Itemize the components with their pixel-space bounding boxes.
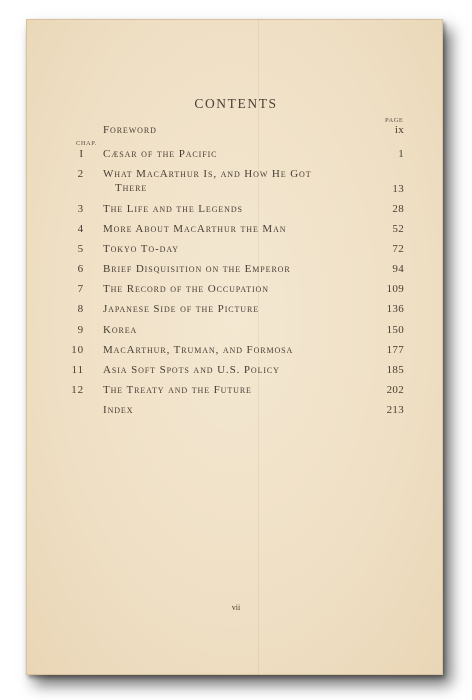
chapter-title-continued: There bbox=[115, 182, 148, 194]
chapter-title: Japanese Side of the Picture bbox=[103, 303, 259, 315]
toc-entry bbox=[0, 168, 472, 195]
page-number: 109 bbox=[386, 283, 404, 295]
page-number: 185 bbox=[386, 364, 404, 376]
chapter-number: 4 bbox=[77, 223, 84, 235]
chapter-number: 5 bbox=[77, 243, 84, 255]
chapter-title: Cæsar of the Pacific bbox=[103, 148, 218, 160]
page-number: 202 bbox=[386, 384, 404, 396]
chapter-title: Brief Disquisition on the Emperor bbox=[103, 263, 291, 275]
chapter-title: More About MacArthur the Man bbox=[103, 223, 287, 235]
toc-entry bbox=[0, 364, 472, 378]
chapter-title: Foreword bbox=[103, 124, 157, 136]
page-number: 72 bbox=[392, 243, 404, 255]
page-number: 28 bbox=[392, 203, 404, 215]
chapter-number: 7 bbox=[77, 283, 84, 295]
chapter-title: Index bbox=[103, 404, 134, 416]
toc-entry bbox=[0, 263, 472, 277]
toc-entry bbox=[0, 283, 472, 297]
page-title: CONTENTS bbox=[194, 96, 278, 111]
page-number: 1 bbox=[398, 148, 404, 160]
toc-entry bbox=[0, 223, 472, 237]
chapter-title: The Record of the Occupation bbox=[103, 283, 269, 295]
toc-entry bbox=[0, 324, 472, 338]
chapter-title: MacArthur, Truman, and Formosa bbox=[103, 344, 294, 356]
toc-entry-index bbox=[0, 404, 472, 418]
folio-page-number: vii bbox=[231, 603, 241, 612]
page-number: ix bbox=[394, 124, 404, 136]
chapter-title: Korea bbox=[103, 324, 138, 336]
chapter-number: 2 bbox=[77, 168, 84, 180]
page-number: 13 bbox=[392, 183, 404, 195]
toc-entry bbox=[0, 243, 472, 257]
chapter-number: 11 bbox=[71, 364, 84, 376]
page-number: 52 bbox=[392, 223, 404, 235]
toc-entry-foreword bbox=[0, 124, 472, 138]
toc-entry bbox=[0, 384, 472, 398]
chapter-number: 9 bbox=[77, 324, 84, 336]
page-number: 150 bbox=[386, 324, 404, 336]
toc-entry bbox=[0, 148, 472, 162]
toc-entry bbox=[0, 344, 472, 358]
chapter-number: 8 bbox=[77, 303, 84, 315]
chapter-title: What MacArthur Is, and How He Got bbox=[103, 168, 312, 180]
chapter-title: Asia Soft Spots and U.S. Policy bbox=[103, 364, 280, 376]
page-number: 94 bbox=[392, 263, 404, 275]
page-number: 213 bbox=[386, 404, 404, 416]
page-column-label: PAGE bbox=[385, 117, 404, 124]
page-number: 136 bbox=[386, 303, 404, 315]
toc-entry bbox=[0, 303, 472, 317]
page-number: 177 bbox=[386, 344, 404, 356]
chapter-number: 12 bbox=[71, 384, 84, 396]
chapter-number: 6 bbox=[77, 263, 84, 275]
chapter-title: The Treaty and the Future bbox=[103, 384, 252, 396]
chapter-number: 10 bbox=[71, 344, 84, 356]
chapter-title: Tokyo To-day bbox=[103, 243, 179, 255]
chapter-number: I bbox=[79, 148, 84, 160]
chapter-number: 3 bbox=[77, 203, 84, 215]
toc-entry bbox=[0, 203, 472, 217]
chapter-title: The Life and the Legends bbox=[103, 203, 243, 215]
chapter-column-label: CHAP. bbox=[76, 140, 97, 147]
